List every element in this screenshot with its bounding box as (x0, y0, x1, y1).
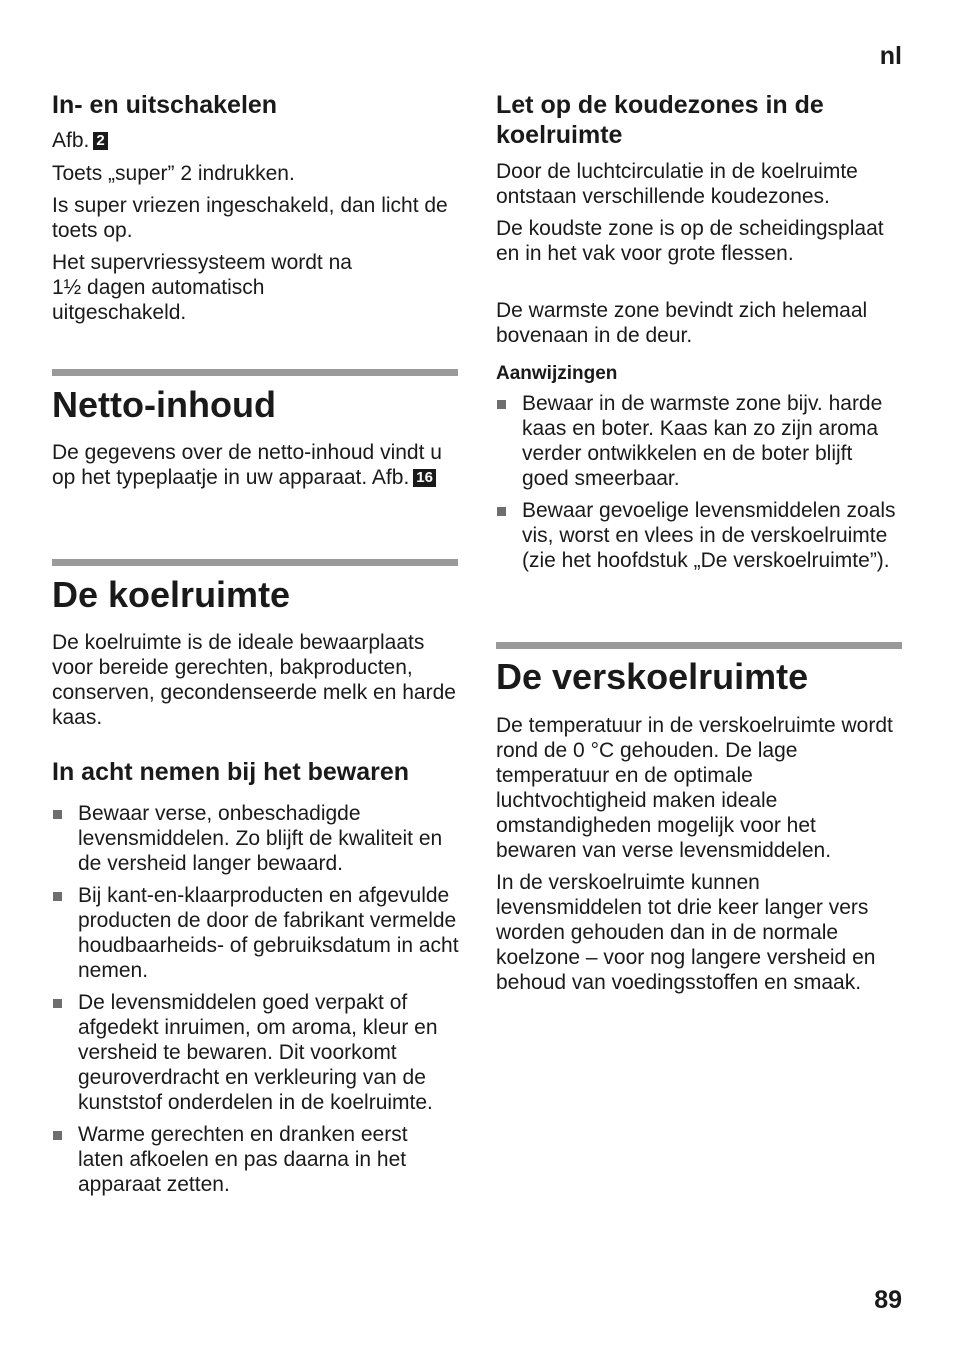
bullet-square-icon (497, 400, 506, 409)
bullet-square-icon (497, 507, 506, 516)
list-item: Bewaar verse, onbeschadigde levensmiddelen. Zo blijft de kwaliteit en de versheid langer bewaard. (52, 801, 462, 876)
paragraph: Toets „super” 2 indrukken. (52, 162, 295, 185)
figure-reference (52, 128, 108, 153)
paragraph: De koudste zone is op de scheidingsplaat en in het vak voor grote flessen. (496, 217, 884, 265)
paragraph: De temperatuur in de verskoelruimte wordt rond de 0 °C gehouden. De lage temperatuur en de optimale luchtvochtigheid maken ideale omstandigheden mogelijk voor het bewaren van verse levensmiddelen. (496, 714, 893, 862)
bullet-square-icon (53, 892, 62, 901)
notes-label: Aanwijzingen (496, 363, 618, 384)
paragraph: Het supervriessysteem wordt na 1½ dagen automatisch uitgeschakeld. (52, 251, 352, 324)
paragraph: Is super vriezen ingeschakeld, dan licht de toets op. (52, 194, 448, 242)
language-label: nl (879, 42, 902, 70)
list-item: Bij kant-en-klaarproducten en afgevulde producten de door de fabrikant vermelde houdbaarheids- of gebruiksdatum in acht nemen. (52, 883, 462, 983)
bullet-square-icon (53, 810, 62, 819)
list-item: Bewaar in de warmste zone bijv. harde kaas en boter. Kaas kan zo zijn aroma verder ontwikkelen en de boter blijft goed smeerbaar. (496, 391, 902, 491)
subheading-storage: In acht nemen bij het bewaren (52, 758, 410, 786)
paragraph: De koelruimte is de ideale bewaarplaats voor bereide gerechten, bakproducten, conserven, gecondenseerde melk en harde kaas. (52, 631, 456, 729)
paragraph: De warmste zone bevindt zich helemaal bovenaan in de deur. (496, 299, 868, 347)
section-title-netto-inhoud: Netto-inhoud (52, 384, 276, 425)
section-title-verskoelruimte: De verskoelruimte (496, 656, 809, 697)
figure-number-badge: 2 (93, 132, 107, 150)
list-item: De levensmiddelen goed verpakt of afgedekt inruimen, om aroma, kleur en versheid te bewaren. Dit voorkomt geuroverdracht en verkleuring van de kunststof onderdelen in de koelruimte. (52, 990, 462, 1115)
section-heading-switching: In- en uitschakelen (52, 91, 278, 119)
paragraph: Door de luchtcirculatie in de koelruimte ontstaan verschillende koudezones. (496, 160, 858, 208)
bullet-square-icon (53, 999, 62, 1008)
section-rule (496, 642, 902, 649)
section-title-koelruimte: De koelruimte (52, 574, 291, 615)
page-number: 89 (874, 1286, 902, 1314)
paragraph (52, 440, 458, 490)
paragraph-text: De gegevens over de netto-inhoud vindt u op het typeplaatje in uw apparaat. (52, 441, 442, 489)
list-item: Bewaar gevoelige levensmiddelen zoals vis, worst en vlees in de verskoelruimte (zie het hoofdstuk „De verskoelruimte”). (496, 498, 902, 573)
figure-prefix: Afb. (52, 129, 90, 152)
section-rule (52, 369, 458, 376)
bullet-list (496, 391, 902, 580)
bullet-list (52, 801, 462, 1204)
paragraph: In de verskoelruimte kunnen levensmiddelen tot drie keer langer vers worden gehouden dan in de normale koelzone – voor nog langere versheid en behoud van voedingsstoffen en smaak. (496, 871, 876, 994)
section-heading-cold-zones: Let op de koudezones in de koelruimte (496, 91, 824, 149)
figure-number-badge: 16 (413, 469, 436, 487)
list-item: Warme gerechten en dranken eerst laten afkoelen en pas daarna in het apparaat zetten. (52, 1122, 438, 1197)
figure-prefix: Afb. (371, 466, 410, 489)
bullet-square-icon (53, 1131, 62, 1140)
section-rule (52, 559, 458, 566)
